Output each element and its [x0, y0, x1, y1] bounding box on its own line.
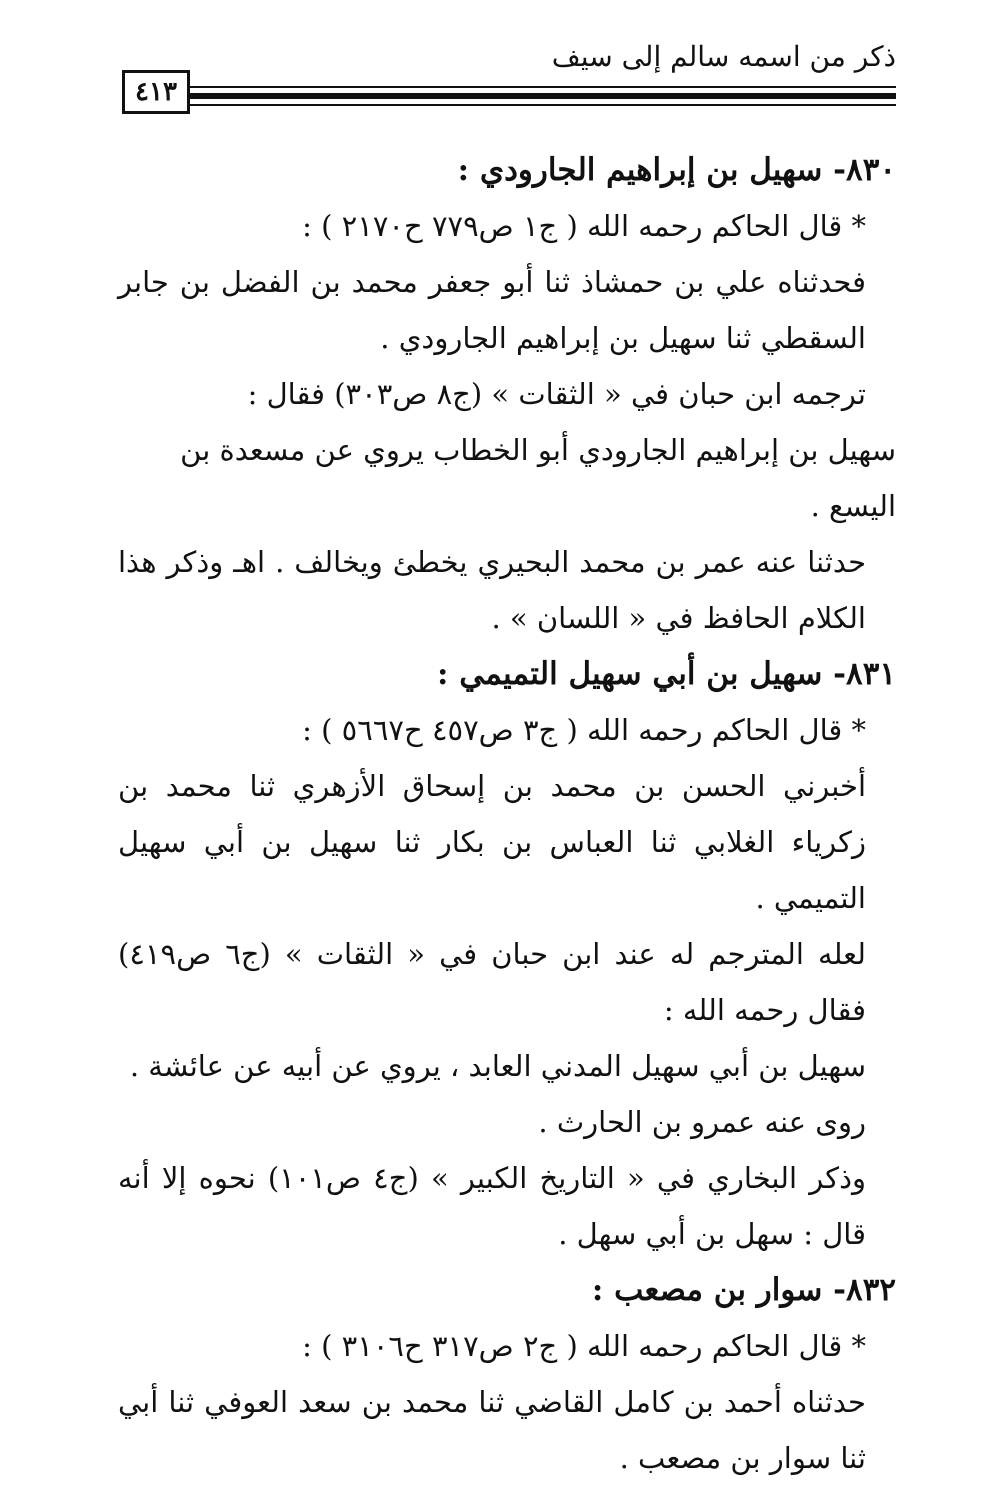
source-citation: * قال الحاكم رحمه الله ( ج٣ ص٤٥٧ ح٥٦٦٧ ) :: [302, 713, 866, 747]
paragraph: روى عنه عمرو بن الحارث .: [538, 1105, 866, 1139]
running-title: ذكر من اسمه سالم إلى سيف: [551, 40, 896, 73]
page-body: [118, 142, 896, 1486]
page-number: ٤١٣: [122, 70, 190, 114]
entry-heading: ٨٣٠- سهيل بن إبراهيم الجارودي :: [457, 152, 896, 188]
entry-heading: ٨٣٢- سوار بن مصعب :: [591, 1272, 896, 1308]
header-rule-bottom: [188, 104, 896, 106]
paragraph: حدثنا عنه عمر بن محمد البحيري يخطئ ويخالف . اهـ وذكر هذا الكلام الحافظ في « اللسان » .: [118, 545, 866, 635]
paragraph: فحدثناه علي بن حمشاذ ثنا أبو جعفر محمد بن الفضل بن جابر السقطي ثنا سهيل بن إبراهيم الجارودي .: [118, 265, 866, 355]
paragraph: لعله المترجم له عند ابن حبان في « الثقات » (ج٦ ص٤١٩) فقال رحمه الله :: [118, 937, 866, 1027]
paragraph: سهيل بن أبي سهيل المدني العابد ، يروي عن أبيه عن عائشة .: [129, 1049, 866, 1083]
source-citation: * قال الحاكم رحمه الله ( ج٢ ص٣١٧ ح٣١٠٦ ) :: [302, 1329, 866, 1363]
source-citation: * قال الحاكم رحمه الله ( ج١ ص٧٧٩ ح٢١٧٠ ) :: [302, 209, 866, 243]
header-rule: [188, 86, 896, 88]
paragraph: ترجمه ابن حبان في « الثقات » (ج٨ ص٣٠٣) فقال :: [247, 377, 866, 411]
entry-heading: ٨٣١- سهيل بن أبي سهيل التميمي :: [437, 656, 896, 692]
paragraph: سهيل بن إبراهيم الجارودي أبو الخطاب يروي عن مسعدة بن اليسع .: [180, 433, 896, 523]
paragraph: وذكر البخاري في « التاريخ الكبير » (ج٤ ص١٠١) نحوه إلا أنه قال : سهل بن أبي سهل .: [118, 1161, 866, 1251]
paragraph: حدثناه أحمد بن كامل القاضي ثنا محمد بن سعد العوفي ثنا أبي ثنا سوار بن مصعب .: [118, 1385, 866, 1475]
paragraph: أخبرني الحسن بن محمد بن إسحاق الأزهري ثنا محمد بن زكرياء الغلابي ثنا العباس بن بكار ثنا سهيل بن أبي سهيل التميمي .: [118, 769, 866, 915]
header-rule-thick: [188, 93, 896, 99]
